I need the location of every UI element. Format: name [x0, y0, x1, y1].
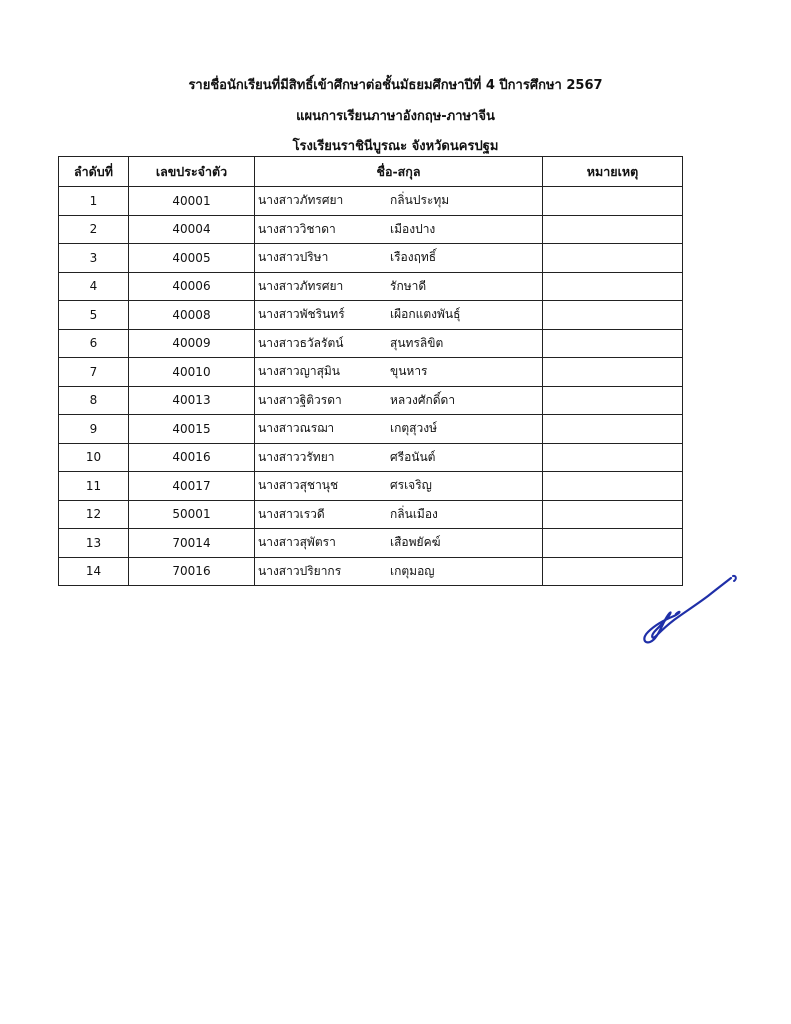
table-row	[59, 557, 683, 586]
student-given-name: นางสาวภัทรศยา	[258, 193, 344, 208]
table-row	[59, 215, 683, 244]
table-row	[59, 472, 683, 501]
cell-name	[255, 443, 543, 472]
cell-remark	[543, 301, 683, 330]
header-name: ชื่อ-สกุล	[255, 157, 543, 187]
cell-remark	[543, 500, 683, 529]
cell-name	[255, 272, 543, 301]
cell-student-id: 40016	[129, 443, 255, 472]
cell-remark	[543, 472, 683, 501]
cell-remark	[543, 215, 683, 244]
cell-remark	[543, 244, 683, 273]
student-given-name: นางสาวพัชรินทร์	[258, 307, 345, 322]
cell-name	[255, 358, 543, 387]
cell-student-id: 40013	[129, 386, 255, 415]
cell-remark	[543, 415, 683, 444]
cell-remark	[543, 358, 683, 387]
cell-order: 5	[59, 301, 129, 330]
student-surname: ศรเจริญ	[390, 478, 432, 493]
cell-name	[255, 529, 543, 558]
student-given-name: นางสาวปริยากร	[258, 563, 342, 578]
cell-name	[255, 386, 543, 415]
table-row	[59, 443, 683, 472]
cell-order: 3	[59, 244, 129, 273]
cell-order: 9	[59, 415, 129, 444]
table-row	[59, 187, 683, 216]
cell-order: 12	[59, 500, 129, 529]
header-order: ลำดับที่	[59, 157, 129, 187]
table-row	[59, 500, 683, 529]
cell-name	[255, 415, 543, 444]
cell-student-id: 40008	[129, 301, 255, 330]
cell-student-id: 40004	[129, 215, 255, 244]
table-body	[59, 187, 683, 586]
table-row	[59, 386, 683, 415]
cell-remark	[543, 529, 683, 558]
signature-mark	[630, 570, 750, 650]
cell-order: 2	[59, 215, 129, 244]
table-row	[59, 272, 683, 301]
cell-order: 14	[59, 557, 129, 586]
cell-order: 8	[59, 386, 129, 415]
student-given-name: นางสาวณรฌา	[258, 421, 335, 436]
student-surname: หลวงศักดิ์ดา	[390, 392, 456, 407]
cell-student-id: 70016	[129, 557, 255, 586]
cell-order: 13	[59, 529, 129, 558]
student-given-name: นางสาวเรวดี	[258, 506, 325, 521]
cell-name	[255, 329, 543, 358]
student-given-name: นางสาววรัทยา	[258, 449, 335, 464]
cell-remark	[543, 187, 683, 216]
student-surname: กลิ่นเมือง	[390, 506, 438, 521]
cell-order: 7	[59, 358, 129, 387]
student-roster-table	[58, 156, 683, 586]
cell-order: 4	[59, 272, 129, 301]
student-surname: กลิ่นประทุม	[390, 193, 450, 208]
student-given-name: นางสาวปริษา	[258, 250, 329, 265]
cell-remark	[543, 386, 683, 415]
student-surname: สุนทรลิขิต	[390, 335, 444, 350]
student-given-name: นางสาวสุพัตรา	[258, 535, 336, 550]
student-surname: รักษาดี	[390, 278, 427, 293]
cell-student-id: 40010	[129, 358, 255, 387]
cell-name	[255, 500, 543, 529]
cell-name	[255, 472, 543, 501]
table-row	[59, 415, 683, 444]
cell-remark	[543, 272, 683, 301]
student-surname: เรืองฤทธิ์	[390, 250, 437, 265]
student-given-name: นางสาวญาสุมิน	[258, 364, 341, 379]
student-surname: ขุนหาร	[390, 364, 428, 379]
cell-student-id: 40005	[129, 244, 255, 273]
student-given-name: นางสาวธวัลรัตน์	[258, 335, 344, 350]
cell-order: 10	[59, 443, 129, 472]
cell-order: 1	[59, 187, 129, 216]
student-surname: เกตุมอญ	[390, 563, 435, 578]
student-given-name: นางสาวสุชานุช	[258, 478, 339, 493]
table-row	[59, 329, 683, 358]
table-header-row	[59, 157, 683, 187]
cell-name	[255, 301, 543, 330]
cell-remark	[543, 329, 683, 358]
table-row	[59, 301, 683, 330]
table-row	[59, 358, 683, 387]
cell-name	[255, 244, 543, 273]
school-subtitle: โรงเรียนราชินีบูรณะ จังหวัดนครปฐม	[292, 139, 499, 154]
header-student-id: เลขประจำตัว	[129, 157, 255, 187]
cell-name	[255, 557, 543, 586]
student-surname: เมืองปาง	[390, 221, 436, 236]
cell-order: 11	[59, 472, 129, 501]
student-surname: ศรีอนันต์	[390, 449, 436, 464]
cell-name	[255, 215, 543, 244]
document-title: รายชื่อนักเรียนที่มีสิทธิ์เข้าศึกษาต่อชั้นมัธยมศึกษาปีที่ 4 ปีการศึกษา 2567	[188, 78, 603, 93]
cell-student-id: 40017	[129, 472, 255, 501]
student-given-name: นางสาวภัทรศยา	[258, 278, 344, 293]
table-row	[59, 244, 683, 273]
cell-student-id: 40015	[129, 415, 255, 444]
header-remark: หมายเหตุ	[543, 157, 683, 187]
cell-order: 6	[59, 329, 129, 358]
cell-name	[255, 187, 543, 216]
student-given-name: นางสาววิชาดา	[258, 221, 336, 236]
cell-remark	[543, 443, 683, 472]
cell-student-id: 50001	[129, 500, 255, 529]
student-given-name: นางสาวฐิติวรดา	[258, 392, 342, 407]
cell-student-id: 40009	[129, 329, 255, 358]
table-row	[59, 529, 683, 558]
program-subtitle: แผนการเรียนภาษาอังกฤษ-ภาษาจีน	[296, 109, 495, 124]
cell-student-id: 40006	[129, 272, 255, 301]
student-surname: เผือกแตงพันธุ์	[390, 307, 461, 322]
cell-student-id: 40001	[129, 187, 255, 216]
student-surname: เกตุสุวงษ์	[390, 421, 437, 436]
cell-student-id: 70014	[129, 529, 255, 558]
student-surname: เสือพยัคฆ์	[390, 535, 441, 550]
